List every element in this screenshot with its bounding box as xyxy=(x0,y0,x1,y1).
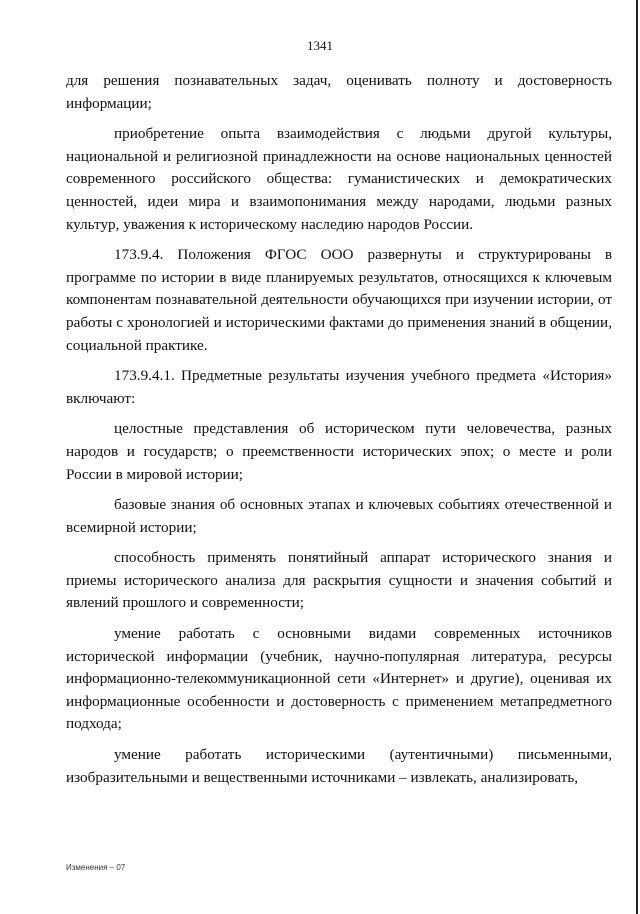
document-body xyxy=(66,70,612,797)
list-item: умение работать с основными видами современных источников исторической информации (учебник, научно-популярная литература, ресурсы информационно-телекоммуникационной сети «Интернет» и другие), оценивая их информационные особенности и достоверность с применением метапредметного подхода; xyxy=(66,625,612,733)
footer-note: Изменения – 07 xyxy=(66,863,126,872)
paragraph: приобретение опыта взаимодействия с людьми другой культуры, национальной и религиозной принадлежности на основе национальных ценностей современного российского общества: гуманистических и демократических ценностей, идеи мира и взаимопонимания между народами, людьми разных культур, уважения к историческому наследию народов России. xyxy=(66,125,612,233)
list-item: базовые знания об основных этапах и ключевых событиях отечественной и всемирной истории; xyxy=(66,496,612,536)
list-item: целостные представления об историческом пути человечества, разных народов и государств; о преемственности исторических эпох; о месте и роли России в мировой истории; xyxy=(66,420,612,483)
page-edge-line xyxy=(636,0,638,914)
subsection-paragraph: 173.9.4.1. Предметные результаты изучения учебного предмета «История» включают: xyxy=(66,367,612,407)
list-item: умение работать историческими (аутентичными) письменными, изобразительными и вещественными источниками – извлекать, анализировать, xyxy=(66,746,612,786)
section-paragraph: 173.9.4. Положения ФГОС ООО развернуты и структурированы в программе по истории в виде планируемых результатов, относящихся к ключевым компонентам познавательной деятельности обучающихся при изучении истории, от работы с хронологией и историческими фактами до применения знаний в общении, социальной практике. xyxy=(66,246,612,354)
page-number: 1341 xyxy=(307,38,333,53)
list-item: способность применять понятийный аппарат исторического знания и приемы исторического анализа для раскрытия сущности и значения событий и явлений прошлого и современности; xyxy=(66,549,612,612)
paragraph-continuation: для решения познавательных задач, оценивать полноту и достоверность информации; xyxy=(66,72,612,112)
